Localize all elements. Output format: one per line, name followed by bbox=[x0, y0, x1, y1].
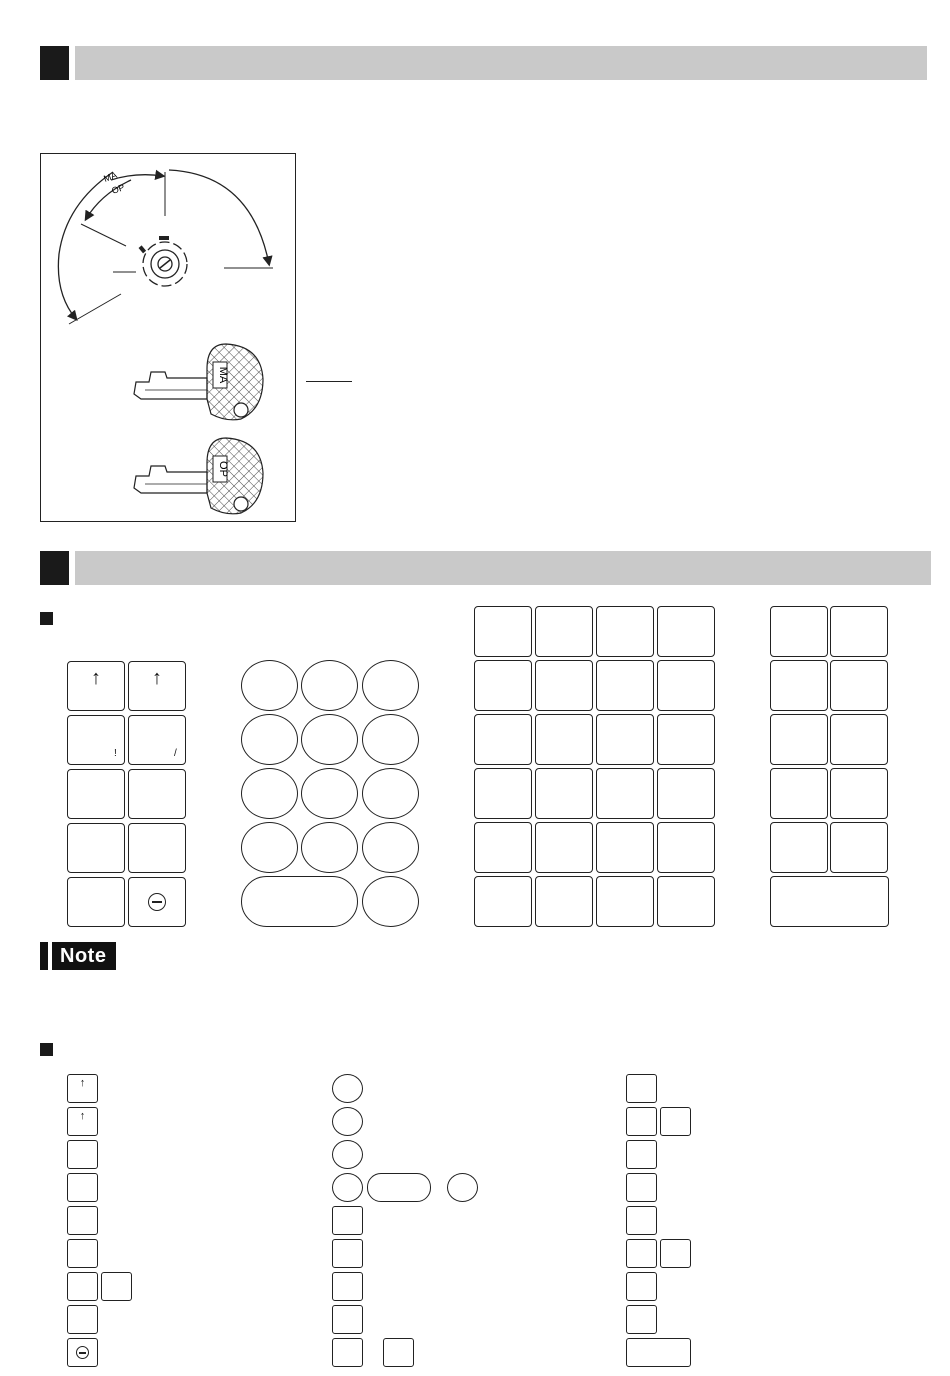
legend-key[interactable] bbox=[626, 1272, 657, 1301]
department-key[interactable] bbox=[535, 660, 593, 711]
function-key[interactable] bbox=[830, 768, 888, 819]
key-pointer-line bbox=[306, 381, 352, 382]
minus-icon bbox=[76, 1346, 89, 1359]
op-key-label: OP bbox=[217, 461, 229, 477]
department-key[interactable] bbox=[474, 606, 532, 657]
function-key[interactable] bbox=[830, 606, 888, 657]
department-key[interactable] bbox=[535, 768, 593, 819]
legend-key[interactable] bbox=[660, 1107, 691, 1136]
legend-key[interactable] bbox=[626, 1206, 657, 1235]
numeric-key-wide[interactable] bbox=[241, 876, 358, 927]
legend-key[interactable] bbox=[67, 1173, 98, 1202]
function-key[interactable] bbox=[770, 822, 828, 873]
function-key[interactable] bbox=[770, 714, 828, 765]
legend-key[interactable] bbox=[626, 1305, 657, 1334]
section-marker-1 bbox=[40, 46, 69, 80]
note-bar bbox=[40, 942, 48, 970]
function-key-r4c2[interactable] bbox=[128, 823, 186, 873]
function-key[interactable] bbox=[830, 714, 888, 765]
department-key[interactable] bbox=[535, 876, 593, 927]
department-key[interactable] bbox=[596, 822, 654, 873]
legend-key[interactable] bbox=[660, 1239, 691, 1268]
numeric-key[interactable] bbox=[362, 822, 419, 873]
legend-key[interactable] bbox=[101, 1272, 132, 1301]
legend-key[interactable] bbox=[67, 1305, 98, 1334]
department-key[interactable] bbox=[596, 660, 654, 711]
section-header-bar-2 bbox=[75, 551, 931, 585]
minus-key[interactable] bbox=[128, 877, 186, 927]
legend-key[interactable] bbox=[383, 1338, 414, 1367]
department-key[interactable] bbox=[474, 876, 532, 927]
department-key[interactable] bbox=[657, 606, 715, 657]
numeric-key[interactable] bbox=[301, 822, 358, 873]
legend-key[interactable] bbox=[332, 1206, 363, 1235]
numeric-key[interactable] bbox=[241, 768, 298, 819]
department-key[interactable] bbox=[474, 660, 532, 711]
department-key[interactable] bbox=[657, 876, 715, 927]
legend-key[interactable] bbox=[332, 1074, 363, 1103]
minus-icon bbox=[148, 893, 166, 911]
department-key[interactable] bbox=[535, 822, 593, 873]
legend-key[interactable] bbox=[332, 1107, 363, 1136]
numeric-key[interactable] bbox=[362, 660, 419, 711]
legend-key[interactable] bbox=[67, 1338, 98, 1367]
function-key-r5c1[interactable] bbox=[67, 877, 125, 927]
department-key[interactable] bbox=[657, 822, 715, 873]
department-key[interactable] bbox=[596, 768, 654, 819]
arrow-up-icon: ↑ bbox=[79, 1077, 86, 1089]
arrow-up-icon: ↑ bbox=[152, 667, 162, 689]
note-badge bbox=[40, 942, 116, 970]
department-key[interactable] bbox=[535, 606, 593, 657]
op-key-icon bbox=[134, 438, 263, 514]
legend-key[interactable] bbox=[626, 1239, 657, 1268]
legend-key[interactable] bbox=[67, 1140, 98, 1169]
legend-key[interactable] bbox=[447, 1173, 478, 1202]
legend-key[interactable] bbox=[67, 1206, 98, 1235]
paper-feed-key-2[interactable] bbox=[128, 661, 186, 711]
numeric-key[interactable] bbox=[362, 714, 419, 765]
legend-key[interactable] bbox=[332, 1239, 363, 1268]
legend-key[interactable] bbox=[67, 1107, 98, 1136]
department-key[interactable] bbox=[596, 606, 654, 657]
function-key[interactable] bbox=[830, 660, 888, 711]
ma-key-icon bbox=[134, 344, 263, 420]
mode-switch-figure bbox=[40, 153, 296, 522]
numeric-key[interactable] bbox=[241, 714, 298, 765]
legend-key[interactable] bbox=[367, 1173, 431, 1202]
legend-key[interactable] bbox=[626, 1074, 657, 1103]
department-key[interactable] bbox=[657, 714, 715, 765]
department-key[interactable] bbox=[474, 768, 532, 819]
subsection-marker-keyboard bbox=[40, 612, 53, 625]
legend-key[interactable] bbox=[626, 1107, 657, 1136]
legend-key[interactable] bbox=[626, 1173, 657, 1202]
paper-feed-key-1[interactable] bbox=[67, 661, 125, 711]
legend-key[interactable] bbox=[67, 1239, 98, 1268]
department-key[interactable] bbox=[657, 660, 715, 711]
arrow-up-icon: ↑ bbox=[91, 667, 101, 689]
function-key-wide[interactable] bbox=[770, 876, 889, 927]
function-key-r3c1[interactable] bbox=[67, 769, 125, 819]
function-key[interactable] bbox=[770, 660, 828, 711]
numeric-key[interactable] bbox=[241, 660, 298, 711]
legend-key[interactable] bbox=[332, 1140, 363, 1169]
function-key-exclaim[interactable] bbox=[67, 715, 125, 765]
legend-key[interactable] bbox=[67, 1074, 98, 1103]
subsection-marker-key-list bbox=[40, 1043, 53, 1056]
numeric-key[interactable] bbox=[362, 768, 419, 819]
arc-label-ma: MA bbox=[102, 169, 119, 184]
department-key[interactable] bbox=[596, 714, 654, 765]
numeric-key[interactable] bbox=[241, 822, 298, 873]
numeric-key[interactable] bbox=[301, 768, 358, 819]
function-key-r4c1[interactable] bbox=[67, 823, 125, 873]
function-key[interactable] bbox=[770, 768, 828, 819]
exclaim-sublabel: ! bbox=[114, 748, 117, 759]
department-key[interactable] bbox=[596, 876, 654, 927]
legend-key[interactable] bbox=[626, 1140, 657, 1169]
department-key[interactable] bbox=[535, 714, 593, 765]
legend-key[interactable] bbox=[626, 1338, 691, 1367]
arc-label-op: OP bbox=[110, 182, 126, 196]
arrow-up-icon: ↑ bbox=[79, 1110, 86, 1122]
section-header-bar-1 bbox=[75, 46, 927, 80]
department-key[interactable] bbox=[474, 714, 532, 765]
numeric-key[interactable] bbox=[301, 714, 358, 765]
department-key[interactable] bbox=[657, 768, 715, 819]
section-marker-2 bbox=[40, 551, 69, 585]
numeric-key[interactable] bbox=[301, 660, 358, 711]
function-key[interactable] bbox=[830, 822, 888, 873]
slash-sublabel: / bbox=[174, 748, 177, 759]
legend-key[interactable] bbox=[332, 1173, 363, 1202]
legend-key[interactable] bbox=[67, 1272, 98, 1301]
department-key[interactable] bbox=[474, 822, 532, 873]
legend-key[interactable] bbox=[332, 1305, 363, 1334]
legend-key[interactable] bbox=[332, 1338, 363, 1367]
numeric-key[interactable] bbox=[362, 876, 419, 927]
legend-key[interactable] bbox=[332, 1272, 363, 1301]
note-label: Note bbox=[52, 942, 116, 970]
function-key-slash[interactable] bbox=[128, 715, 186, 765]
function-key-r3c2[interactable] bbox=[128, 769, 186, 819]
function-key[interactable] bbox=[770, 606, 828, 657]
mode-switch-diagram bbox=[41, 154, 297, 523]
ma-key-label: MA bbox=[217, 366, 229, 384]
